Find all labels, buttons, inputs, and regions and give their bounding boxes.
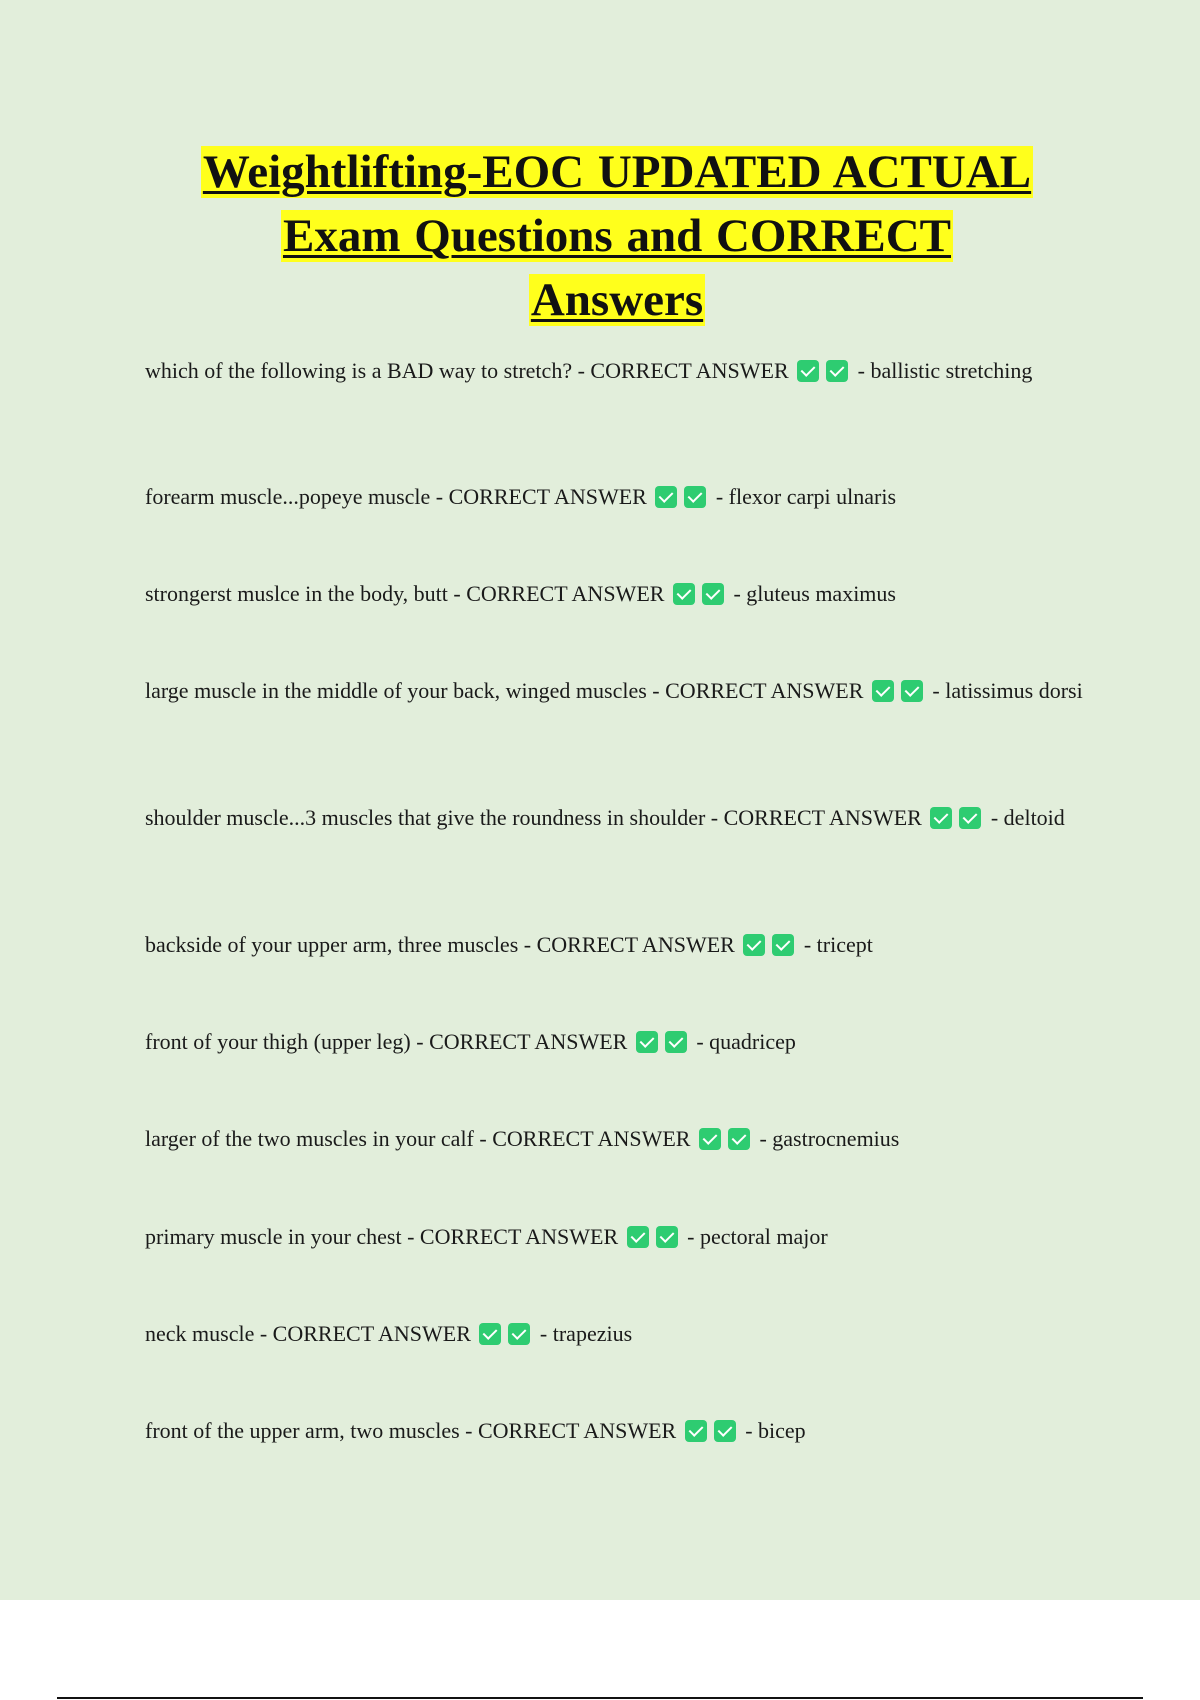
check-mark-icon — [655, 486, 677, 508]
qa-item — [145, 676, 1085, 706]
qa-item — [145, 803, 1085, 833]
answer-text: - pectoral major — [687, 1224, 828, 1249]
answer-text: - flexor carpi ulnaris — [715, 484, 897, 509]
check-mark-icon — [797, 360, 819, 382]
check-mark-icon — [627, 1226, 649, 1248]
check-mark-icon — [673, 583, 695, 605]
answer-text: - gluteus maximus — [733, 581, 896, 606]
qa-item — [145, 579, 1085, 609]
check-mark-icon — [508, 1323, 530, 1345]
answer-text: - trapezius — [539, 1321, 633, 1346]
answer-text: - deltoid — [990, 805, 1065, 830]
qa-item — [145, 1222, 1085, 1252]
check-mark-icon — [930, 807, 952, 829]
question-text: front of your thigh (upper leg) - CORRECT ANSWER — [145, 1029, 628, 1054]
qa-item — [145, 1416, 1085, 1446]
answer-text: - ballistic stretching — [857, 358, 1033, 383]
check-mark-icon — [714, 1420, 736, 1442]
answer-text: - latissimus dorsi — [932, 678, 1083, 703]
question-text: front of the upper arm, two muscles - CORRECT ANSWER — [145, 1418, 677, 1443]
qa-item — [145, 1319, 1085, 1349]
check-mark-icon — [636, 1031, 658, 1053]
check-mark-icon — [684, 486, 706, 508]
document-title — [120, 140, 1114, 332]
question-text: primary muscle in your chest - CORRECT ANSWER — [145, 1224, 619, 1249]
question-text: strongerst muslce in the body, butt - CORRECT ANSWER — [145, 581, 665, 606]
question-text: neck muscle - CORRECT ANSWER — [145, 1321, 471, 1346]
check-mark-icon — [728, 1128, 750, 1150]
qa-item — [145, 930, 1085, 960]
question-text: large muscle in the middle of your back, winged muscles - CORRECT ANSWER — [145, 678, 864, 703]
qa-item — [145, 356, 1085, 386]
qa-item — [145, 482, 1085, 512]
check-mark-icon — [702, 583, 724, 605]
answer-text: - bicep — [745, 1418, 806, 1443]
title-line-1: Weightlifting-EOC UPDATED ACTUAL — [202, 146, 1032, 198]
check-mark-icon — [656, 1226, 678, 1248]
answer-text: - tricept — [803, 932, 873, 957]
title-line-2: Exam Questions and CORRECT — [282, 210, 952, 262]
answer-text: - quadricep — [696, 1029, 796, 1054]
question-text: forearm muscle...popeye muscle - CORRECT ANSWER — [145, 484, 647, 509]
question-text: backside of your upper arm, three muscles - CORRECT ANSWER — [145, 932, 735, 957]
qa-item — [145, 1124, 1085, 1154]
answer-text: - gastrocnemius — [759, 1126, 900, 1151]
question-text: which of the following is a BAD way to stretch? - CORRECT ANSWER — [145, 358, 789, 383]
check-mark-icon — [826, 360, 848, 382]
question-text: larger of the two muscles in your calf - CORRECT ANSWER — [145, 1126, 691, 1151]
check-mark-icon — [743, 934, 765, 956]
check-mark-icon — [685, 1420, 707, 1442]
qa-item — [145, 1027, 1085, 1057]
check-mark-icon — [699, 1128, 721, 1150]
check-mark-icon — [772, 934, 794, 956]
title-line-3: Answers — [530, 274, 704, 326]
check-mark-icon — [959, 807, 981, 829]
bottom-divider — [57, 1697, 1143, 1699]
question-text: shoulder muscle...3 muscles that give the roundness in shoulder - CORRECT ANSWER — [145, 805, 922, 830]
check-mark-icon — [479, 1323, 501, 1345]
check-mark-icon — [872, 680, 894, 702]
check-mark-icon — [901, 680, 923, 702]
check-mark-icon — [665, 1031, 687, 1053]
